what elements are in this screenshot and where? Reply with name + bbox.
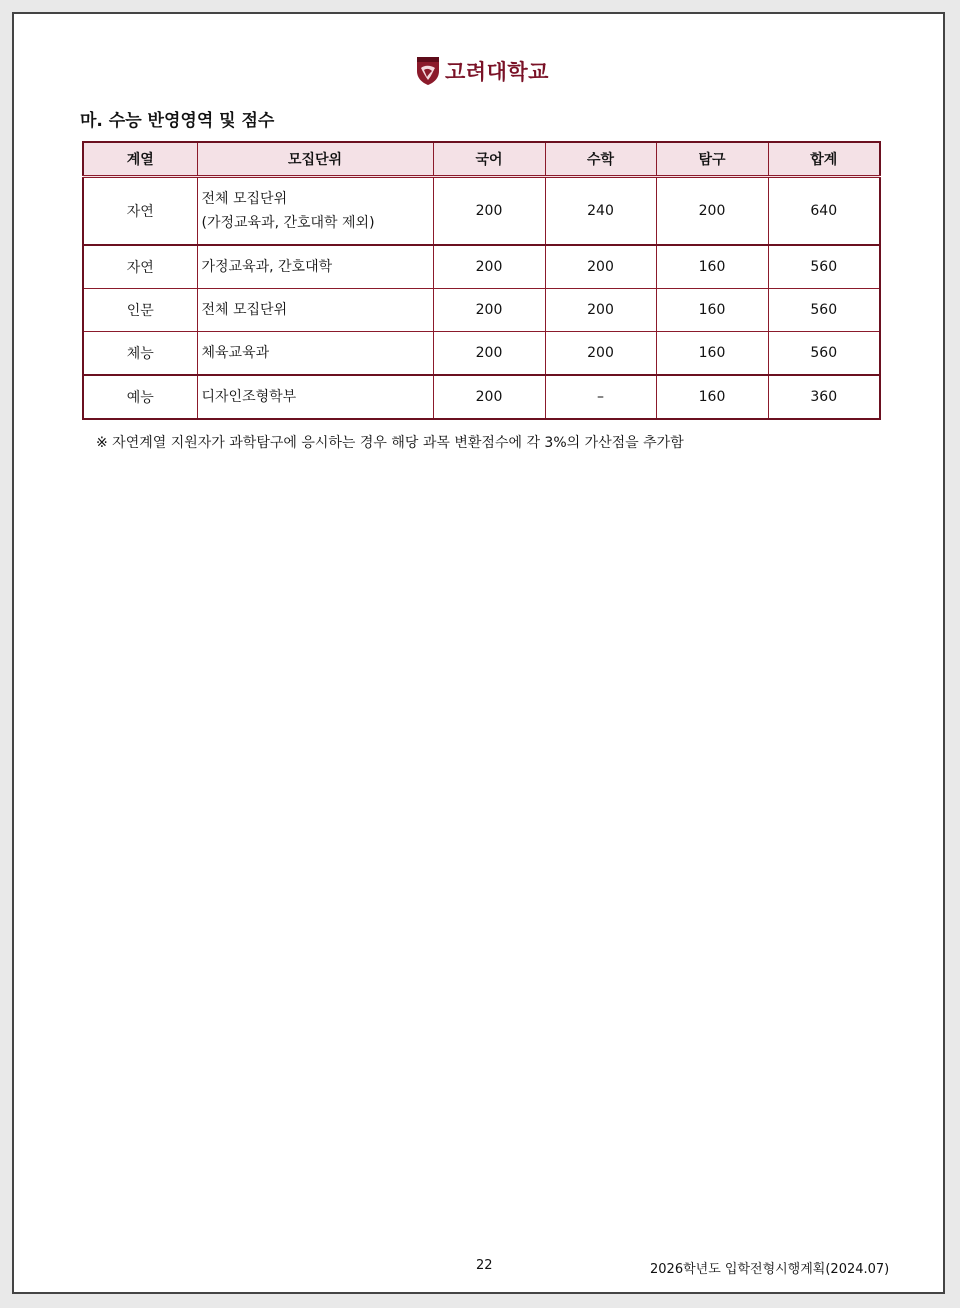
cell-inquiry: 160 [656,332,768,376]
cell-inquiry: 160 [656,375,768,419]
cell-unit: 체육교육과 [197,332,433,376]
cell-unit [197,177,433,246]
header-track: 계열 [83,142,197,177]
cell-korean: 200 [433,289,545,332]
cell-math: 200 [545,245,656,289]
table-row [83,375,880,419]
cell-unit-line: (가정교육과, 간호대학 제외) [201,215,375,231]
cell-unit-line: 전체 모집단위 [201,191,288,207]
score-table [82,141,881,420]
document-footer-title: 2026학년도 입학전형시행계획(2024.07) [650,1262,890,1277]
table-row [83,245,880,289]
header-math: 수학 [545,142,656,177]
cell-korean: 200 [433,375,545,419]
cell-korean: 200 [433,245,545,289]
cell-math: 240 [545,177,656,246]
cell-total: 560 [768,289,880,332]
cell-math: – [545,375,656,419]
korea-university-shield-icon [416,56,440,86]
cell-total: 560 [768,245,880,289]
cell-unit: 디자인조형학부 [197,375,433,419]
cell-track: 자연 [83,177,197,246]
footnote: ※ 자연계열 지원자가 과학탐구에 응시하는 경우 해당 과목 변환점수에 각 3%의 가산점을 추가함 [96,435,684,451]
cell-track: 예능 [83,375,197,419]
table-row [83,177,880,246]
table-header-row [83,142,880,177]
table-row [83,332,880,376]
cell-math: 200 [545,332,656,376]
cell-track: 체능 [83,332,197,376]
cell-unit: 가정교육과, 간호대학 [197,245,433,289]
cell-inquiry: 160 [656,245,768,289]
cell-korean: 200 [433,177,545,246]
header-unit: 모집단위 [197,142,433,177]
cell-track: 자연 [83,245,197,289]
university-logo [416,54,549,88]
header-inquiry: 탐구 [656,142,768,177]
header-total: 합계 [768,142,880,177]
page-number: 22 [476,1258,493,1273]
cell-inquiry: 200 [656,177,768,246]
document-page [12,12,945,1294]
cell-math: 200 [545,289,656,332]
cell-korean: 200 [433,332,545,376]
table-row [83,289,880,332]
cell-track: 인문 [83,289,197,332]
cell-total: 560 [768,332,880,376]
cell-inquiry: 160 [656,289,768,332]
header-korean: 국어 [433,142,545,177]
cell-total: 640 [768,177,880,246]
section-title: 마. 수능 반영영역 및 점수 [80,111,275,131]
cell-total: 360 [768,375,880,419]
logo-text: 고려대학교 [445,60,549,84]
cell-unit: 전체 모집단위 [197,289,433,332]
